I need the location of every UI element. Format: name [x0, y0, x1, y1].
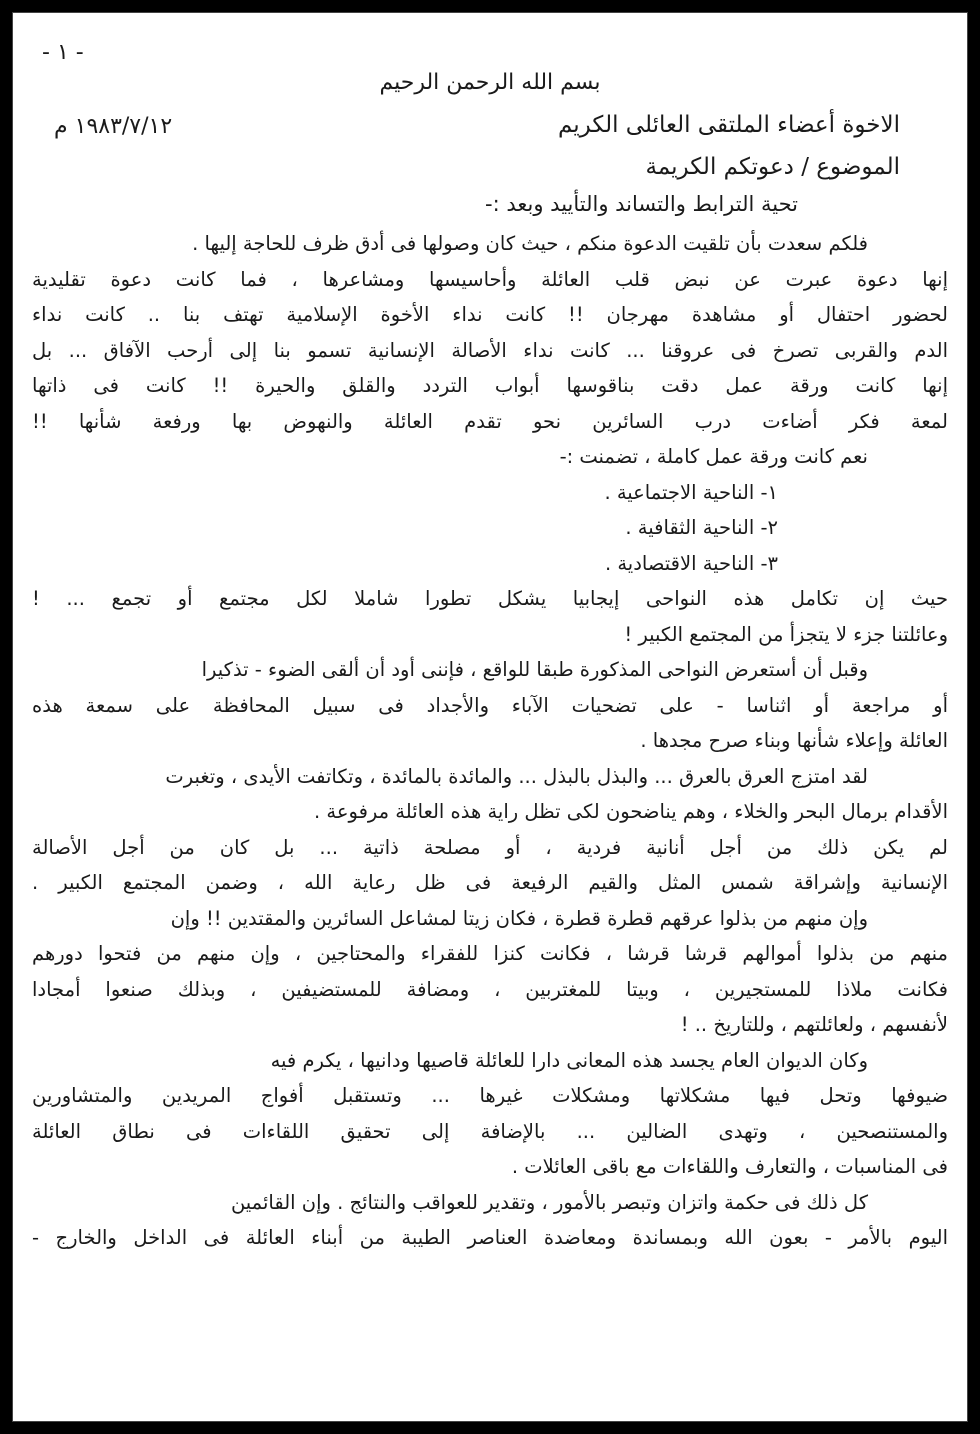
body-line: والمستنصحين ، وتهدى الضالين ... بالإضافة إلى تحقيق اللقاءات فى نطاق العائلة: [32, 1119, 948, 1143]
body-line: وعائلتنا جزء لا يتجزأ من المجتمع الكبير !: [624, 622, 948, 646]
letter-page: [12, 12, 968, 1422]
body-line: نعم كانت ورقة عمل كاملة ، تضمنت :-: [559, 445, 868, 468]
letter-body: [32, 226, 948, 1256]
body-line: فلكم سعدت بأن تلقيت الدعوة منكم ، حيث كان وصولها فى أدق ظرف للحاجة إليها .: [192, 232, 868, 255]
body-line: فكانت ملاذا للمستجيرين ، وبيتا للمغتربين ، ومضافة للمستضيفين ، وبذلك صنعوا أمجادا: [32, 977, 948, 1001]
body-line: كل ذلك فى حكمة واتزان وتبصر بالأمور ، وتقدير للعواقب والنتائج . وإن القائمين: [230, 1190, 868, 1214]
body-line: لم يكن ذلك من أجل أنانية فردية ، أو مصلحة ذاتية ... بل كان من أجل الأصالة: [32, 835, 948, 859]
basmala-heading: بسم الله الرحمن الرحيم: [379, 70, 601, 95]
list-item: ١- الناحية الاجتماعية .: [604, 480, 778, 504]
body-line: فى المناسبات ، والتعارف واللقاءات مع باقى العائلات .: [511, 1155, 948, 1178]
letter-date: ١٩٨٣/٧/١٢ م: [54, 114, 173, 139]
body-line: وإن منهم من بذلوا عرقهم قطرة قطرة ، فكان زيتا لمشاعل السائرين والمقتدين !! وإن: [170, 906, 868, 930]
body-line: حيث إن تكامل هذه النواحى إيجابيا يشكل تطورا شاملا لكل مجتمع أو تجمع ... !: [32, 587, 948, 610]
body-line: لأنفسهم ، ولعائلتهم ، وللتاريخ .. !: [680, 1013, 948, 1036]
body-line: اليوم بالأمر - بعون الله وبمساندة ومعاضدة العناصر الطيبة من أبناء العائلة فى الداخل والخارج -: [32, 1226, 948, 1249]
body-line: وكان الديوان العام يجسد هذه المعانى دارا للعائلة قاصيها ودانيها ، يكرم فيه: [270, 1048, 868, 1072]
page-number: - ١ -: [42, 40, 84, 65]
subject-line: الموضوع / دعوتكم الكريمة: [645, 154, 900, 180]
body-line: إنها كانت ورقة عمل دقت بناقوسها أبواب التردد والقلق والحيرة !! كانت فى ذاتها: [32, 374, 948, 397]
body-line: وقبل أن أستعرض النواحى المذكورة طبقا للواقع ، فإننى أود أن ألقى الضوء - تذكيرا: [201, 658, 868, 681]
salutation-line: الاخوة أعضاء الملتقى العائلى الكريم: [557, 112, 900, 138]
list-item: ٢- الناحية الثقافية .: [625, 516, 778, 539]
body-line: ضيوفها وتحل فيها مشكلاتها ومشكلات غيرها ... وتستقبل أفواج المريدين والمتشاورين: [32, 1084, 948, 1107]
body-line: الإنسانية وإشراقة شمس المثل والقيم الرفيعة فى ظل رعاية الله ، وضمن المجتمع الكبير .: [32, 871, 948, 894]
body-line: الدم والقربى تصرخ فى عروقنا ... كانت نداء الأصالة الإنسانية تسمو بنا إلى أرحب الآفاق ... بل: [32, 338, 948, 362]
body-line: لقد امتزج العرق بالعرق ... والبذل بالبذل ... والمائدة بالمائدة ، وتكاتفت الأيدى ، وتغبرت: [165, 764, 868, 788]
body-line: أو مراجعة أو اثناسا - على تضحيات الآباء والأجداد فى سبيل المحافظة على سمعة هذه: [32, 693, 948, 717]
body-line: لحضور احتفال أو مشاهدة مهرجان !! كانت نداء الأخوة الإسلامية تهتف بنا .. كانت نداء: [32, 303, 948, 326]
body-line: الأقدام برمال البحر والخلاء ، وهم يناضحون لكى تظل راية هذه العائلة مرفوعة .: [314, 800, 948, 823]
body-line: العائلة وإعلاء شأنها وبناء صرح مجدها .: [640, 729, 948, 752]
list-item: ٣- الناحية الاقتصادية .: [604, 551, 778, 575]
body-line: إنها دعوة عبرت عن نبض قلب العائلة وأحاسيسها ومشاعرها ، فما كانت دعوة تقليدية: [32, 267, 948, 291]
greeting-line: تحية الترابط والتساند والتأييد وبعد :-: [485, 192, 798, 216]
body-line: لمعة فكر أضاءت درب السائرين نحو تقدم العائلة والنهوض بها ورفعة شأنها !!: [32, 409, 948, 433]
body-line: منهم من بذلوا أموالهم قرشا قرشا ، فكانت كنزا للفقراء والمحتاجين ، وإن منهم من فتحوا دورهم: [32, 942, 948, 965]
